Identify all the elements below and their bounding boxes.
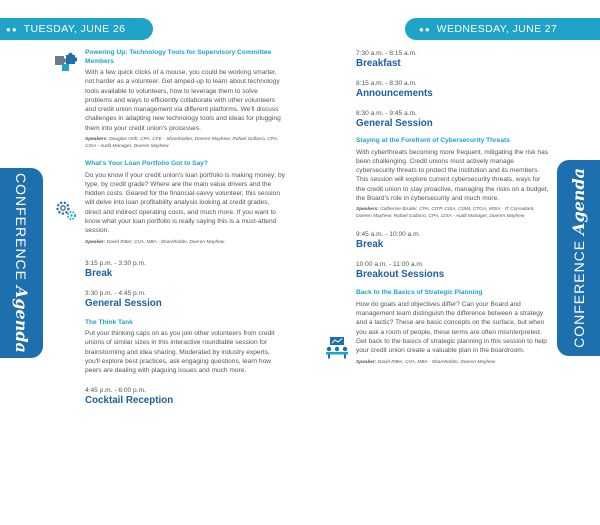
- tuesday-column: [85, 49, 285, 407]
- session-title: What's Your Loan Portfolio Got to Say?: [85, 160, 208, 168]
- session-description: Do you know if your credit union's loan portfolio is making money; by type, by credit grade? Where are the main value drivers and the hidden costs. Geared for the financial-savvy volunteer, this session will delve into loan profitability analysis looking at credit grades, direct and indirect operating costs, and much more. If you want to know what your loan portfolio is really saying this is a must-attend session.: [85, 171, 285, 235]
- gears-icon: [54, 198, 78, 222]
- session-description: Put your thinking caps on as you join other volunteers from credit unions of similar sizes in this interactive roundtable session for brainstorming and idea sharing. Moderated by industry experts, you'll explore best practices, ask engaging questions, learn how peers are dealing with plaguing issues and much more.: [85, 330, 275, 375]
- session-speakers: Speakers: Catherine Bruder, CPA, CITP, CISA, CISM, CTGA, MSIA - IT Consultant, Doeren Mayhew; Rafael Gullarro, CPA, CISA - Audit Manager, Doeren Mayhew: [356, 207, 535, 220]
- wednesday-banner: [405, 18, 600, 40]
- puzzle-icon: [54, 50, 80, 72]
- session-name: General Session: [356, 118, 433, 129]
- session-time: 3:30 p.m. - 4:45 p.m.: [85, 289, 146, 297]
- session-loan-portfolio: [85, 160, 285, 246]
- session-description: How do goals and objectives differ? Can your Board and management team distinguish the difference between a strategy and a tactic? These are basic concepts on the surface, but when you ask a room of people, these terms are often misinterpreted. Get back to the basics of strategic planning in this session to help your credit union create a valuable plan in the boardroom.: [356, 300, 547, 355]
- session-description: With cyberthreats becoming more frequent, mitigating the risk has been challenging. Credit unions must actively manage cybersecurity threats to protect the institution and its members. This session will explore current cybersecurity threats, ways for the credit union to stay proactive, managing the risks on a budget, the Board's role in cybersecurity and much more.: [356, 148, 549, 202]
- tab-text: [12, 173, 31, 353]
- session-breakfast: [356, 49, 549, 70]
- session-speakers: Speaker: David Ritter, CVA, MBA - Shareholder, Doeren Mayhew: [356, 359, 496, 365]
- tab-text: [569, 168, 588, 348]
- session-time: 9:45 a.m. - 10:00 a.m.: [356, 231, 421, 239]
- session-time: 8:30 a.m. - 9:45 a.m.: [356, 110, 417, 117]
- session-speakers: Speakers: Douglas Orth, CPA, CFE - Shareholder, Doeren Mayhew; Rafael Gullarro, CPA, CISA - Audit Manager, Doeren Mayhew: [85, 137, 279, 150]
- banner-dots: ●●: [419, 24, 431, 34]
- session-speakers: Speaker: David Ritter, CVA, MBA - Shareholder, Doeren Mayhew: [85, 239, 225, 245]
- session-cocktail-reception: [85, 386, 285, 407]
- session-time: 10:00 a.m. - 11:00 a.m.: [356, 261, 424, 269]
- session-breakout: [356, 260, 549, 281]
- banner-dots: ●●: [6, 24, 18, 34]
- session-cybersecurity: [356, 137, 549, 220]
- session-time: 7:30 a.m. - 8:15 a.m.: [356, 50, 417, 57]
- wednesday-label: WEDNESDAY, JUNE 27: [436, 23, 558, 35]
- tab-word: CONFERENCE: [13, 173, 29, 282]
- session-name: General Session: [85, 297, 162, 309]
- session-name: Cocktail Reception: [85, 394, 174, 406]
- session-name: Breakout Sessions: [356, 269, 445, 281]
- session-title: Back to the Basics of Strategic Planning: [356, 289, 483, 297]
- conference-agenda-tab-left: [0, 168, 43, 358]
- session-name: Break: [356, 239, 384, 251]
- session-break: [85, 259, 285, 280]
- session-strategic-planning: [356, 289, 549, 365]
- tuesday-label: TUESDAY, JUNE 26: [23, 23, 126, 35]
- session-announcements: [356, 79, 549, 100]
- tab-word: CONFERENCE: [571, 239, 587, 348]
- session-name: Breakfast: [356, 58, 401, 69]
- tab-script-word: Agenda: [12, 285, 31, 353]
- session-description: With a few quick clicks of a mouse, you could be working smarter, not harder as a volunteer. Get amped-up to learn about technology tools available to volunteers, how to leverage them to solve problems and ways to efficiently collaborate with other volunteers and credit union management via different platforms. We'll discuss challenges in adapting new technology tools and ideas for plugging them into your credit union's processes.: [85, 69, 281, 132]
- meeting-icon: [325, 337, 349, 359]
- session-break: [356, 230, 549, 251]
- session-technology-tools: [85, 49, 285, 150]
- session-general: [85, 289, 285, 310]
- session-title: Staying at the Forefront of Cybersecurity Threats: [356, 137, 510, 144]
- session-think-tank: [85, 319, 285, 376]
- session-name: Break: [85, 267, 113, 279]
- tab-script-word: Agenda: [569, 168, 588, 236]
- session-general: [356, 109, 549, 130]
- session-time: 3:15 p.m. - 3:30 p.m.: [85, 259, 146, 267]
- conference-agenda-tab-right: [557, 160, 600, 356]
- session-title: Powering Up: Technology Tools for Supervisory Committee Members: [85, 49, 272, 65]
- session-time: 8:15 a.m. - 8:30 a.m.: [356, 80, 417, 87]
- session-name: Announcements: [356, 88, 433, 99]
- wednesday-column: [356, 49, 549, 366]
- session-time: 4:45 p.m. - 6:00 p.m.: [85, 386, 146, 394]
- tuesday-banner: [0, 18, 153, 40]
- session-title: The Think Tank: [85, 318, 133, 326]
